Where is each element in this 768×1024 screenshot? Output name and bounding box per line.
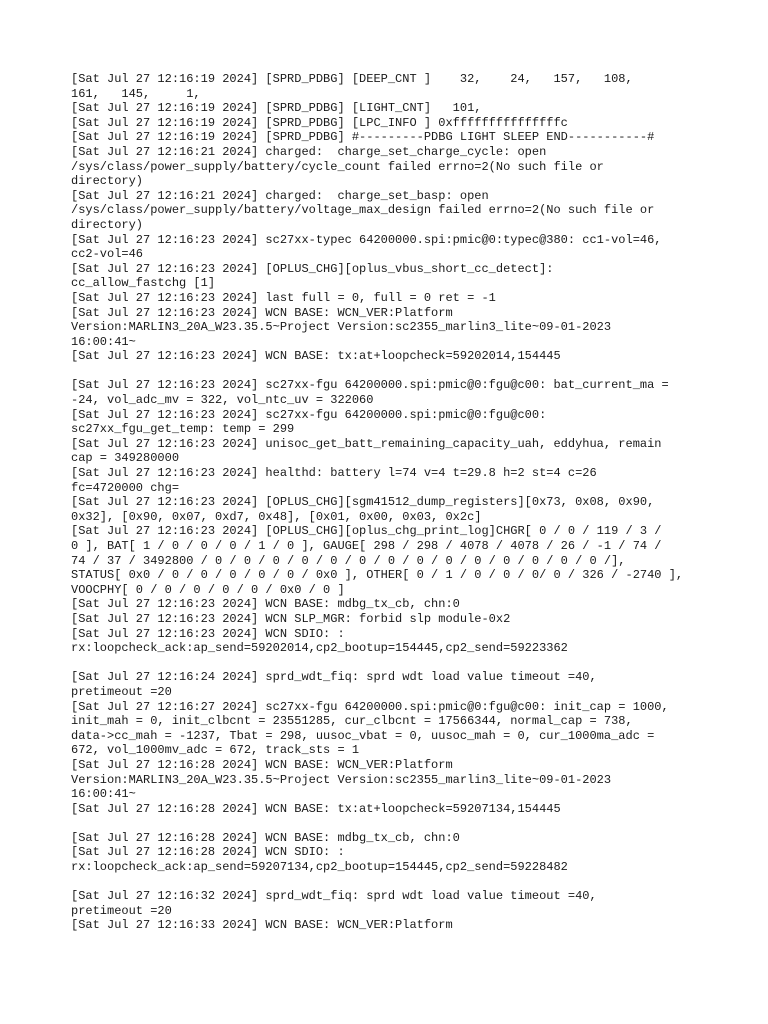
log-line: [Sat Jul 27 12:16:23 2024] sc27xx-fgu 64200000.spi:pmic@0:fgu@c00: sc27xx_fgu_get_temp: temp = 299: [71, 407, 547, 437]
blank-line: [71, 816, 711, 831]
log-line: [Sat Jul 27 12:16:32 2024] sprd_wdt_fiq: sprd wdt load value timeout =40, pretimeout =20: [71, 889, 597, 918]
log-line: [Sat Jul 27 12:16:19 2024] [SPRD_PDBG] [LIGHT_CNT] 101,: [71, 101, 482, 116]
log-line: [Sat Jul 27 12:16:23 2024] [OPLUS_CHG][oplus_vbus_short_cc_detect]: cc_allow_fastchg [1]: [71, 261, 554, 291]
log-line: [Sat Jul 27 12:16:23 2024] WCN SDIO: : rx:loopcheck_ack:ap_send=59202014,cp2_bootup=154445,cp2_send=59223362: [71, 626, 568, 656]
log-line: [Sat Jul 27 12:16:21 2024] charged: charge_set_charge_cycle: open /sys/class/power_supply/battery/cycle_count failed errno=2(No such file or directory): [71, 144, 604, 189]
log-line: [Sat Jul 27 12:16:28 2024] WCN BASE: mdbg_tx_cb, chn:0: [71, 830, 460, 845]
log-line: [Sat Jul 27 12:16:23 2024] unisoc_get_batt_remaining_capacity_uah, eddyhua, remain cap = 349280000: [71, 436, 662, 466]
log-line: [Sat Jul 27 12:16:21 2024] charged: charge_set_basp: open /sys/class/power_supply/battery/voltage_max_design failed errno=2(No such file or directory): [71, 188, 655, 232]
blank-line: [71, 656, 711, 671]
log-line: [Sat Jul 27 12:16:23 2024] WCN BASE: tx:at+loopcheck=59202014,154445: [71, 349, 561, 364]
log-line: [Sat Jul 27 12:16:19 2024] [SPRD_PDBG] #---------PDBG LIGHT SLEEP END-----------#: [71, 130, 655, 145]
log-line: [Sat Jul 27 12:16:27 2024] sc27xx-fgu 64200000.spi:pmic@0:fgu@c00: init_cap = 1000, init_mah = 0, init_clbcnt = 23551285, cur_clbcnt = 17566344, normal_cap = 738, data->cc_mah = -1237, Tbat = 298, uusoc_vbat = 0, uusoc_mah = 0, cur_1000ma_adc = 672, vol_1000mv_adc = 672, track_sts = 1: [71, 699, 669, 758]
log-line: [Sat Jul 27 12:16:23 2024] last full = 0, full = 0 ret = -1: [71, 290, 496, 305]
log-line: [Sat Jul 27 12:16:28 2024] WCN BASE: WCN_VER:Platform Version:MARLIN3_20A_W23.35.5~Project Version:sc2355_marlin3_lite~09-01-2023 16:00:41~: [71, 757, 612, 802]
log-line: [Sat Jul 27 12:16:28 2024] WCN BASE: tx:at+loopcheck=59207134,154445: [71, 801, 561, 816]
log-line: [Sat Jul 27 12:16:24 2024] sprd_wdt_fiq: sprd wdt load value timeout =40, pretimeout =20: [71, 670, 597, 699]
log-line: [Sat Jul 27 12:16:28 2024] WCN SDIO: : rx:loopcheck_ack:ap_send=59207134,cp2_bootup=154445,cp2_send=59228482: [71, 845, 568, 875]
log-line: [Sat Jul 27 12:16:33 2024] WCN BASE: WCN_VER:Platform: [71, 918, 453, 933]
log-line: [Sat Jul 27 12:16:23 2024] WCN BASE: WCN_VER:Platform Version:MARLIN3_20A_W23.35.5~Project Version:sc2355_marlin3_lite~09-01-2023 16:00:41~: [71, 305, 612, 349]
blank-line: [71, 364, 711, 379]
log-document: [71, 72, 711, 933]
log-line: [Sat Jul 27 12:16:23 2024] sc27xx-fgu 64200000.spi:pmic@0:fgu@c00: bat_current_ma = -24, vol_adc_mv = 322, vol_ntc_uv = 322060: [71, 378, 669, 408]
log-line: [Sat Jul 27 12:16:23 2024] sc27xx-typec 64200000.spi:pmic@0:typec@380: cc1-vol=46, cc2-vol=46: [71, 232, 662, 262]
log-line: [Sat Jul 27 12:16:19 2024] [SPRD_PDBG] [LPC_INFO ] 0xfffffffffffffffc: [71, 115, 568, 130]
log-line: [Sat Jul 27 12:16:19 2024] [SPRD_PDBG] [DEEP_CNT ] 32, 24, 157, 108, 161, 145, 1,: [71, 72, 633, 101]
log-line: [Sat Jul 27 12:16:23 2024] [OPLUS_CHG][oplus_chg_print_log]CHGR[ 0 / 0 / 119 / 3 / 0 ], BAT[ 1 / 0 / 0 / 0 / 1 / 0 ], GAUGE[ 298 / 298 / 4078 / 4078 / 26 / -1 / 74 / 74 / 37 / 3492800 / 0 / 0 / 0 / 0 / 0 / 0 / 0 / 0 / 0 / 0 / 0 / 0 / 0 / 0 /], STATUS[ 0x0 / 0 / 0 / 0 / 0 / 0 / 0x0 ], OTHER[ 0 / 1 / 0 / 0 / 0/ 0 / 326 / -2740 ], VOOCPHY[ 0 / 0 / 0 / 0 / 0 / 0x0 / 0 ]: [71, 524, 684, 597]
log-line: [Sat Jul 27 12:16:23 2024] healthd: battery l=74 v=4 t=29.8 h=2 st=4 c=26 fc=4720000 chg=: [71, 466, 597, 495]
blank-line: [71, 875, 711, 890]
log-line: [Sat Jul 27 12:16:23 2024] WCN SLP_MGR: forbid slp module-0x2: [71, 611, 511, 626]
log-line: [Sat Jul 27 12:16:23 2024] WCN BASE: mdbg_tx_cb, chn:0: [71, 597, 460, 612]
log-line: [Sat Jul 27 12:16:23 2024] [OPLUS_CHG][sgm41512_dump_registers][0x73, 0x08, 0x90, 0x32], [0x90, 0x07, 0xd7, 0x48], [0x01, 0x00, 0x03, 0x2c]: [71, 495, 655, 524]
